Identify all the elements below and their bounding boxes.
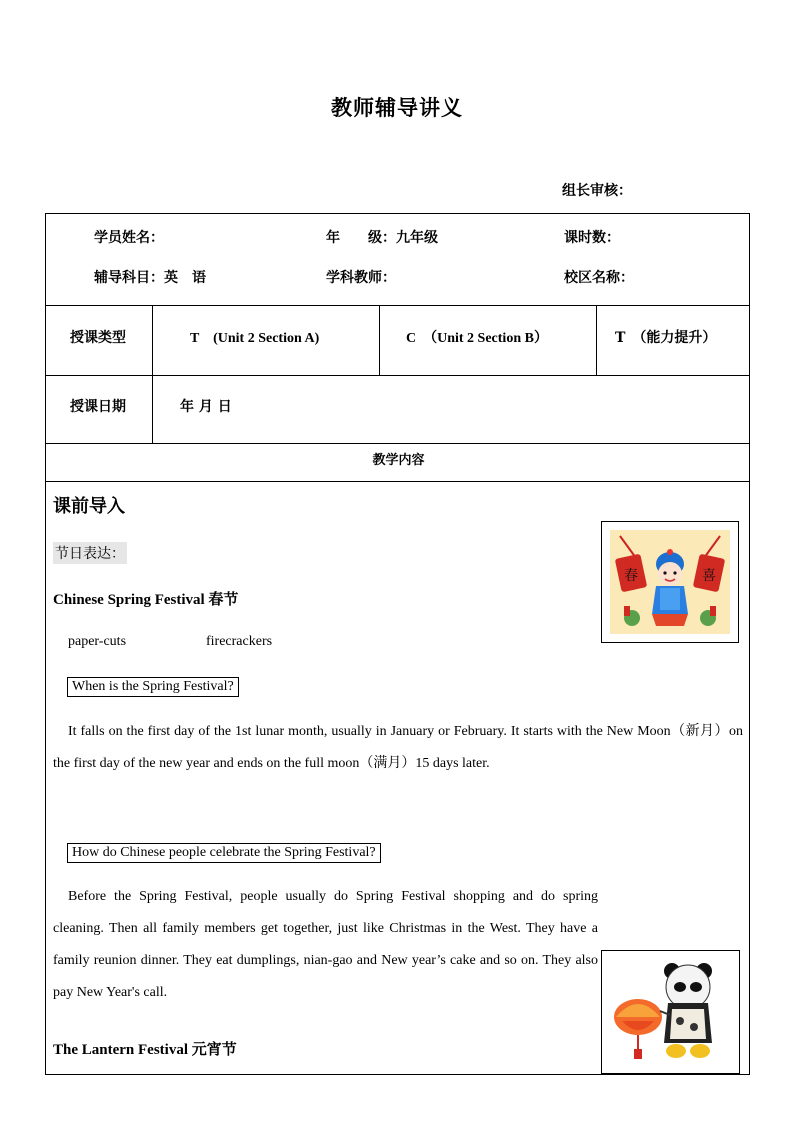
festival-label: 节日表达： — [53, 542, 127, 564]
hours-label: 课时数： — [564, 230, 620, 246]
question-when: When is the Spring Festival? — [67, 677, 239, 697]
review-label: 组长审核： — [562, 183, 632, 199]
row-divider — [46, 481, 749, 482]
student-name-label: 学员姓名： — [94, 230, 164, 246]
teacher-label: 学科教师： — [326, 270, 396, 286]
lesson-date-value: 年 月 日 — [180, 399, 232, 415]
col-divider — [379, 305, 380, 375]
lesson-form — [45, 213, 750, 1075]
answer-when: It falls on the first day of the 1st lunar month, usually in January or February. It starts with the New Moon（新月）on the first day of the new year and ends on the full moon（满月）15 days later. — [53, 724, 743, 771]
lesson-type-t1: T (Unit 2 Section A) — [190, 331, 320, 346]
vocab-paper-cuts: paper-cuts — [68, 634, 127, 649]
spring-festival-illustration — [602, 522, 738, 642]
lantern-festival-heading: The Lantern Festival 元宵节 — [53, 1042, 237, 1058]
col-divider — [152, 305, 153, 443]
lesson-type-t2: T （能力提升） — [615, 330, 717, 346]
lesson-date-label: 授课日期 — [70, 399, 126, 415]
row-divider — [46, 443, 749, 444]
question-how: How do Chinese people celebrate the Spring Festival? — [67, 843, 381, 863]
lesson-type-c: C （Unit 2 Section B） — [406, 331, 548, 346]
lantern-festival-picture — [601, 950, 740, 1074]
lesson-type-label: 授课类型 — [70, 330, 126, 346]
grade-label: 年 级：九年级 — [326, 230, 438, 246]
campus-label: 校区名称： — [564, 270, 634, 286]
page-title: 教师辅导讲义 — [331, 95, 463, 120]
chun-character: 春 — [624, 568, 638, 584]
subject-label: 辅导科目：英 语 — [94, 270, 206, 286]
lantern-panda-illustration — [602, 951, 739, 1073]
spring-festival-heading: Chinese Spring Festival 春节 — [53, 592, 239, 608]
col-divider — [596, 305, 597, 375]
vocab-firecrackers: firecrackers — [206, 634, 273, 649]
answer-how: Before the Spring Festival, people usually do Spring Festival shopping and do spring cleaning. Then all family members get together, just like Christmas in the West. They have a family reunion dinner. They eat dumplings, nian-gao and New year’s cake and so on. They also pay New Year's call. — [53, 889, 598, 1000]
content-header: 教学内容 — [372, 453, 425, 468]
spring-festival-picture — [601, 521, 739, 643]
section-title: 课前导入 — [53, 496, 125, 517]
xi-character: 喜 — [702, 568, 716, 584]
